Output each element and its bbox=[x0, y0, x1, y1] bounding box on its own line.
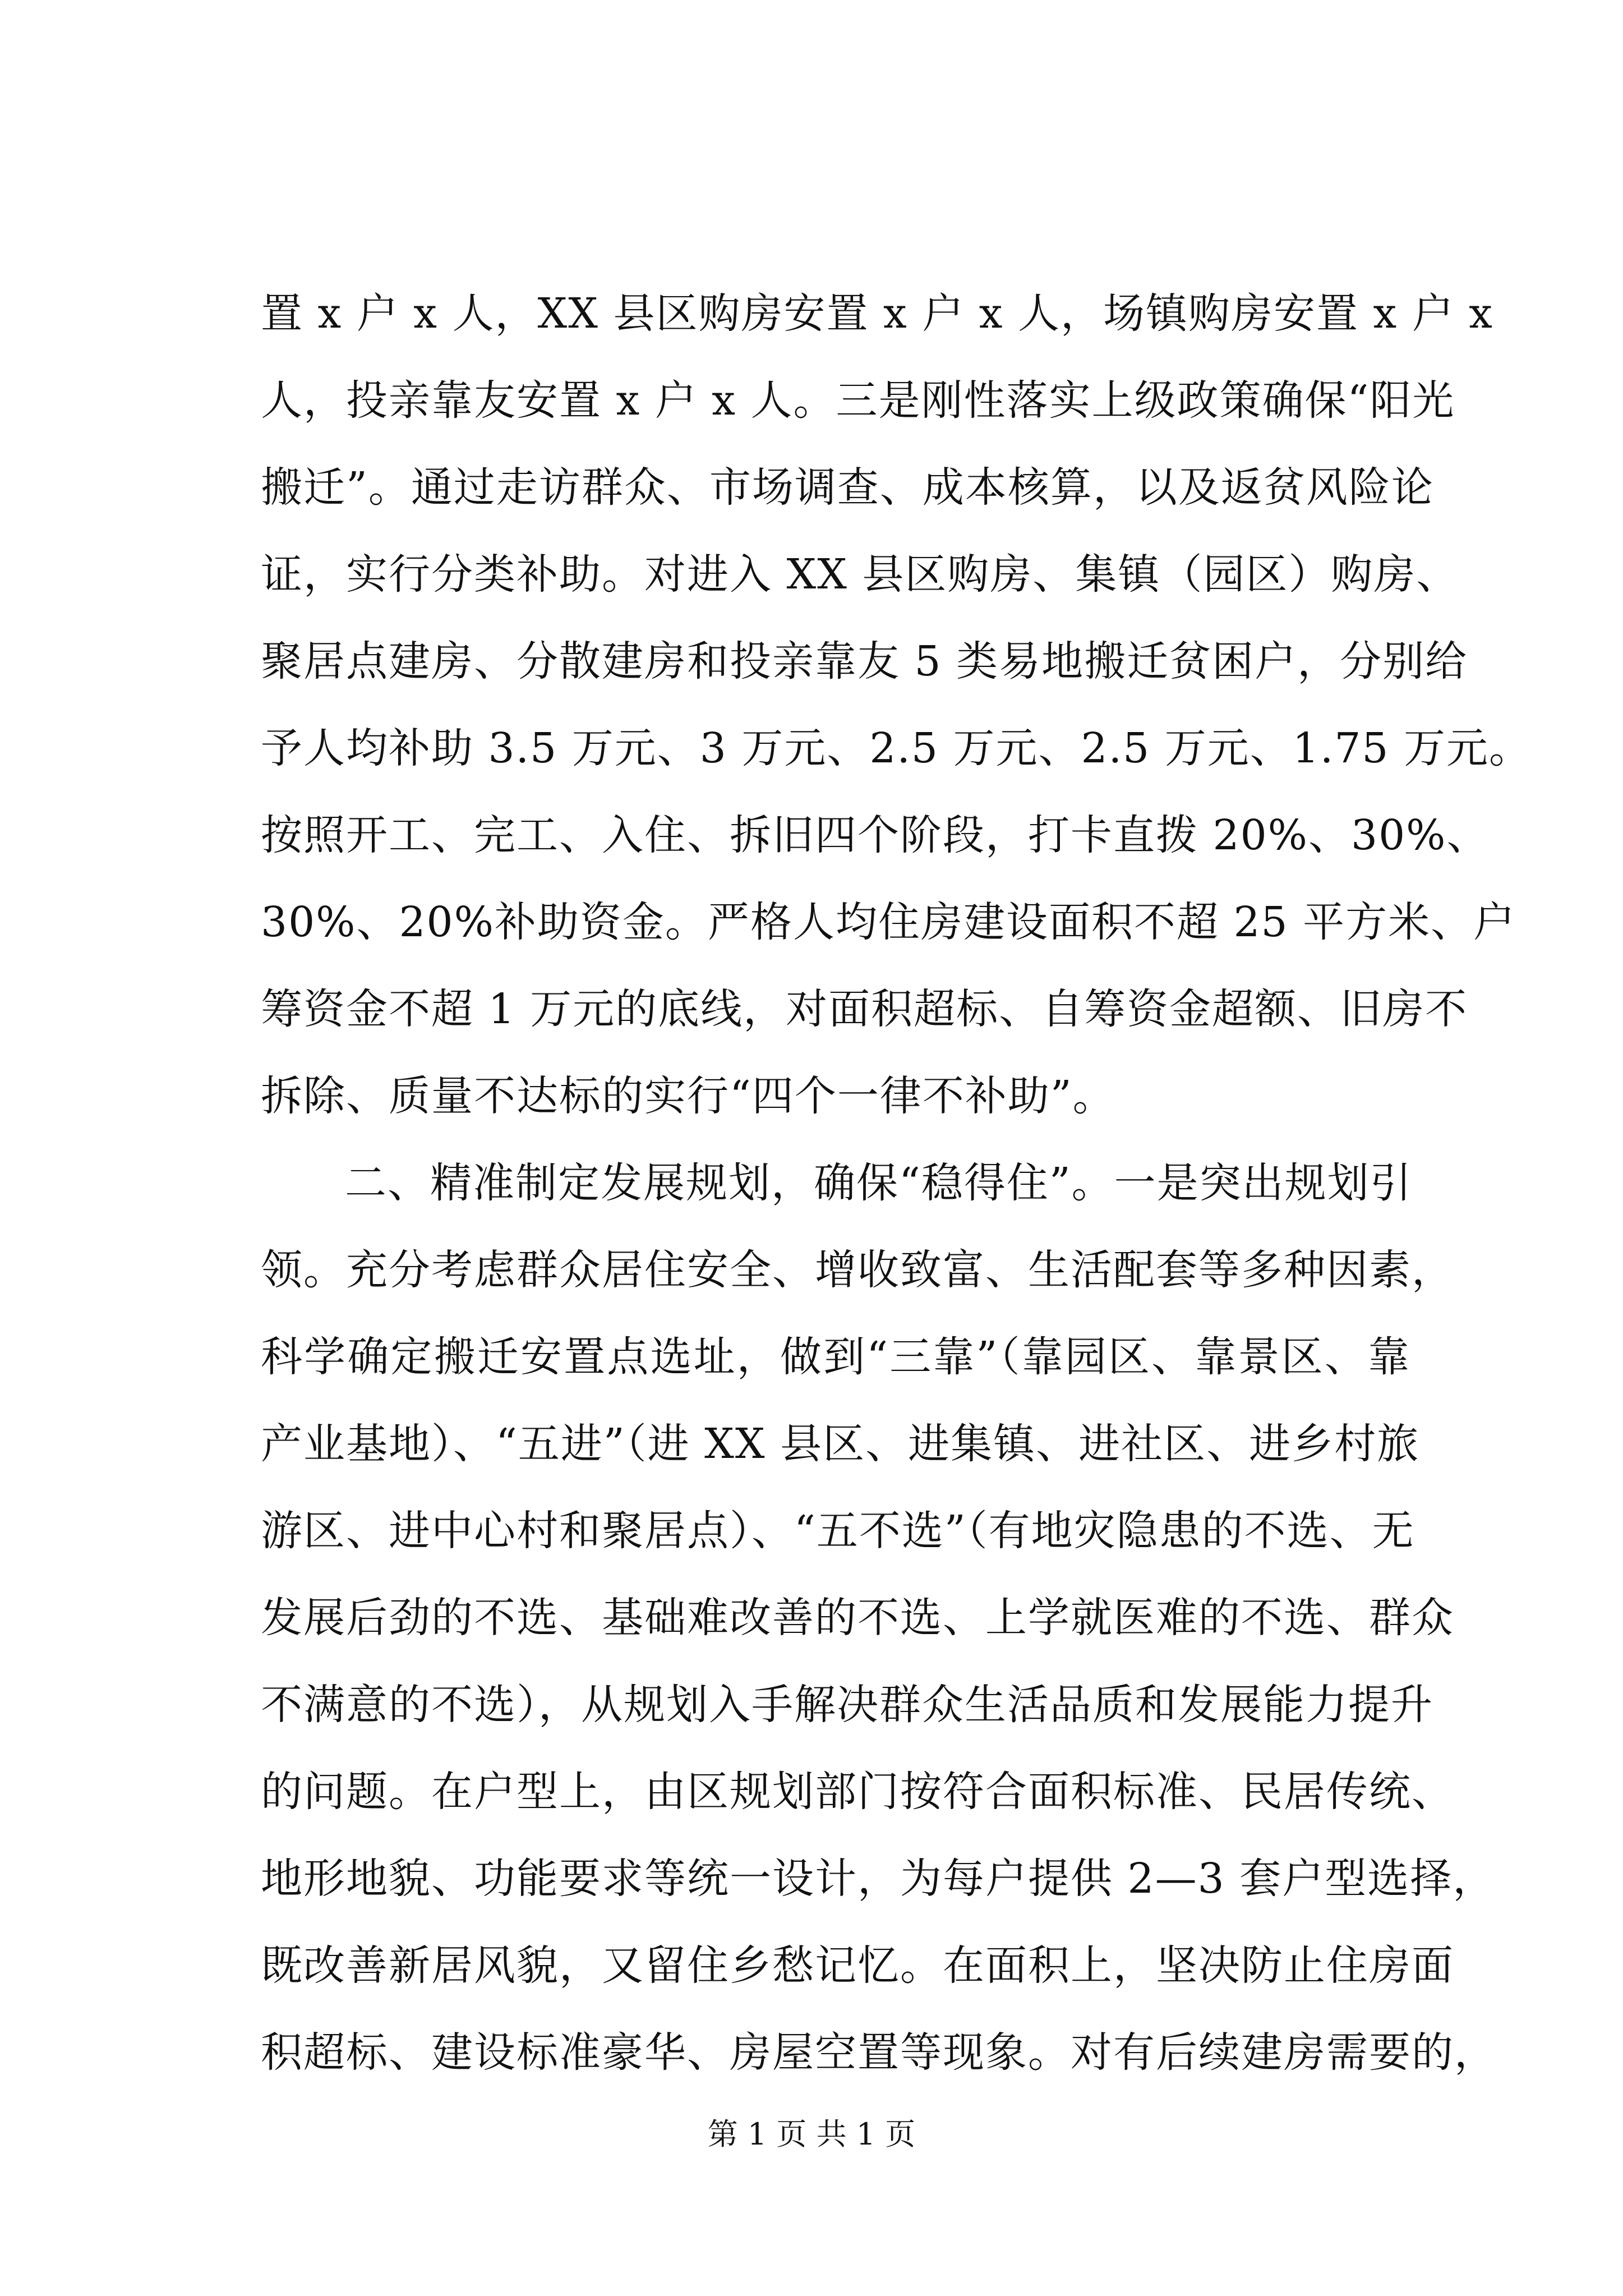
text-line: 搬迁”。通过走访群众、市场调查、成本核算，以及返贫风险论 bbox=[261, 463, 1434, 512]
page-number-label: 第 1 页 共 1 页 bbox=[707, 2116, 916, 2152]
text-line: 不满意的不选），从规划入手解决群众生活品质和发展能力提升 bbox=[261, 1681, 1433, 1729]
text-line: 证，实行分类补助。对进入 XX 县区购房、集镇（园区）购房、 bbox=[261, 550, 1459, 599]
text-line: 30%、20%补助资金。严格人均住房建设面积不超 25 平方米、户 bbox=[261, 898, 1516, 946]
paragraph-start-line: 二、精准制定发展规划，确保“稳得住”。一是突出规划引 bbox=[345, 1159, 1413, 1207]
text-line: 筹资金不超 1 万元的底线，对面积超标、自筹资金超额、旧房不 bbox=[261, 985, 1468, 1033]
text-line: 产业基地）、“五进”（进 XX 县区、进集镇、进社区、进乡村旅 bbox=[261, 1420, 1420, 1468]
text-line: 人，投亲靠友安置 x 户 x 人。三是刚性落实上级政策确保“阳光 bbox=[261, 376, 1455, 425]
text-line: 领。充分考虑群众居住安全、增收致富、生活配套等多种因素， bbox=[261, 1246, 1454, 1294]
text-line: 科学确定搬迁安置点选址，做到“三靠”（靠园区、靠景区、靠 bbox=[261, 1333, 1410, 1381]
document-body bbox=[261, 270, 1532, 2096]
text-line: 积超标、建设标准豪华、房屋空置等现象。对有后续建房需要的， bbox=[261, 2028, 1497, 2077]
text-line: 拆除、质量不达标的实行“四个一律不补助”。 bbox=[261, 1072, 1115, 1120]
text-line: 地形地貌、功能要求等统一设计，为每户提供 2—3 套户型选择， bbox=[261, 1855, 1496, 1903]
text-line: 按照开工、完工、入住、拆旧四个阶段，打卡直拨 20%、30%、 bbox=[261, 811, 1490, 859]
text-line: 既改善新居风貌，又留住乡愁记忆。在面积上，坚决防止住房面 bbox=[261, 1941, 1454, 1990]
text-line: 聚居点建房、分散建房和投亲靠友 5 类易地搬迁贫困户，分别给 bbox=[261, 637, 1468, 685]
text-line: 发展后劲的不选、基础难改善的不选、上学就医难的不选、群众 bbox=[261, 1594, 1454, 1642]
text-line: 游区、进中心村和聚居点）、“五不选”（有地灾隐患的不选、无 bbox=[261, 1507, 1415, 1555]
text-line: 的问题。在户型上，由区规划部门按符合面积标准、民居传统、 bbox=[261, 1768, 1454, 1816]
page-footer bbox=[0, 2115, 1623, 2154]
text-line: 置 x 户 x 人，XX 县区购房安置 x 户 x 人，场镇购房安置 x 户 x bbox=[261, 289, 1494, 338]
text-line: 予人均补助 3.5 万元、3 万元、2.5 万元、2.5 万元、1.75 万元。 bbox=[261, 724, 1532, 772]
